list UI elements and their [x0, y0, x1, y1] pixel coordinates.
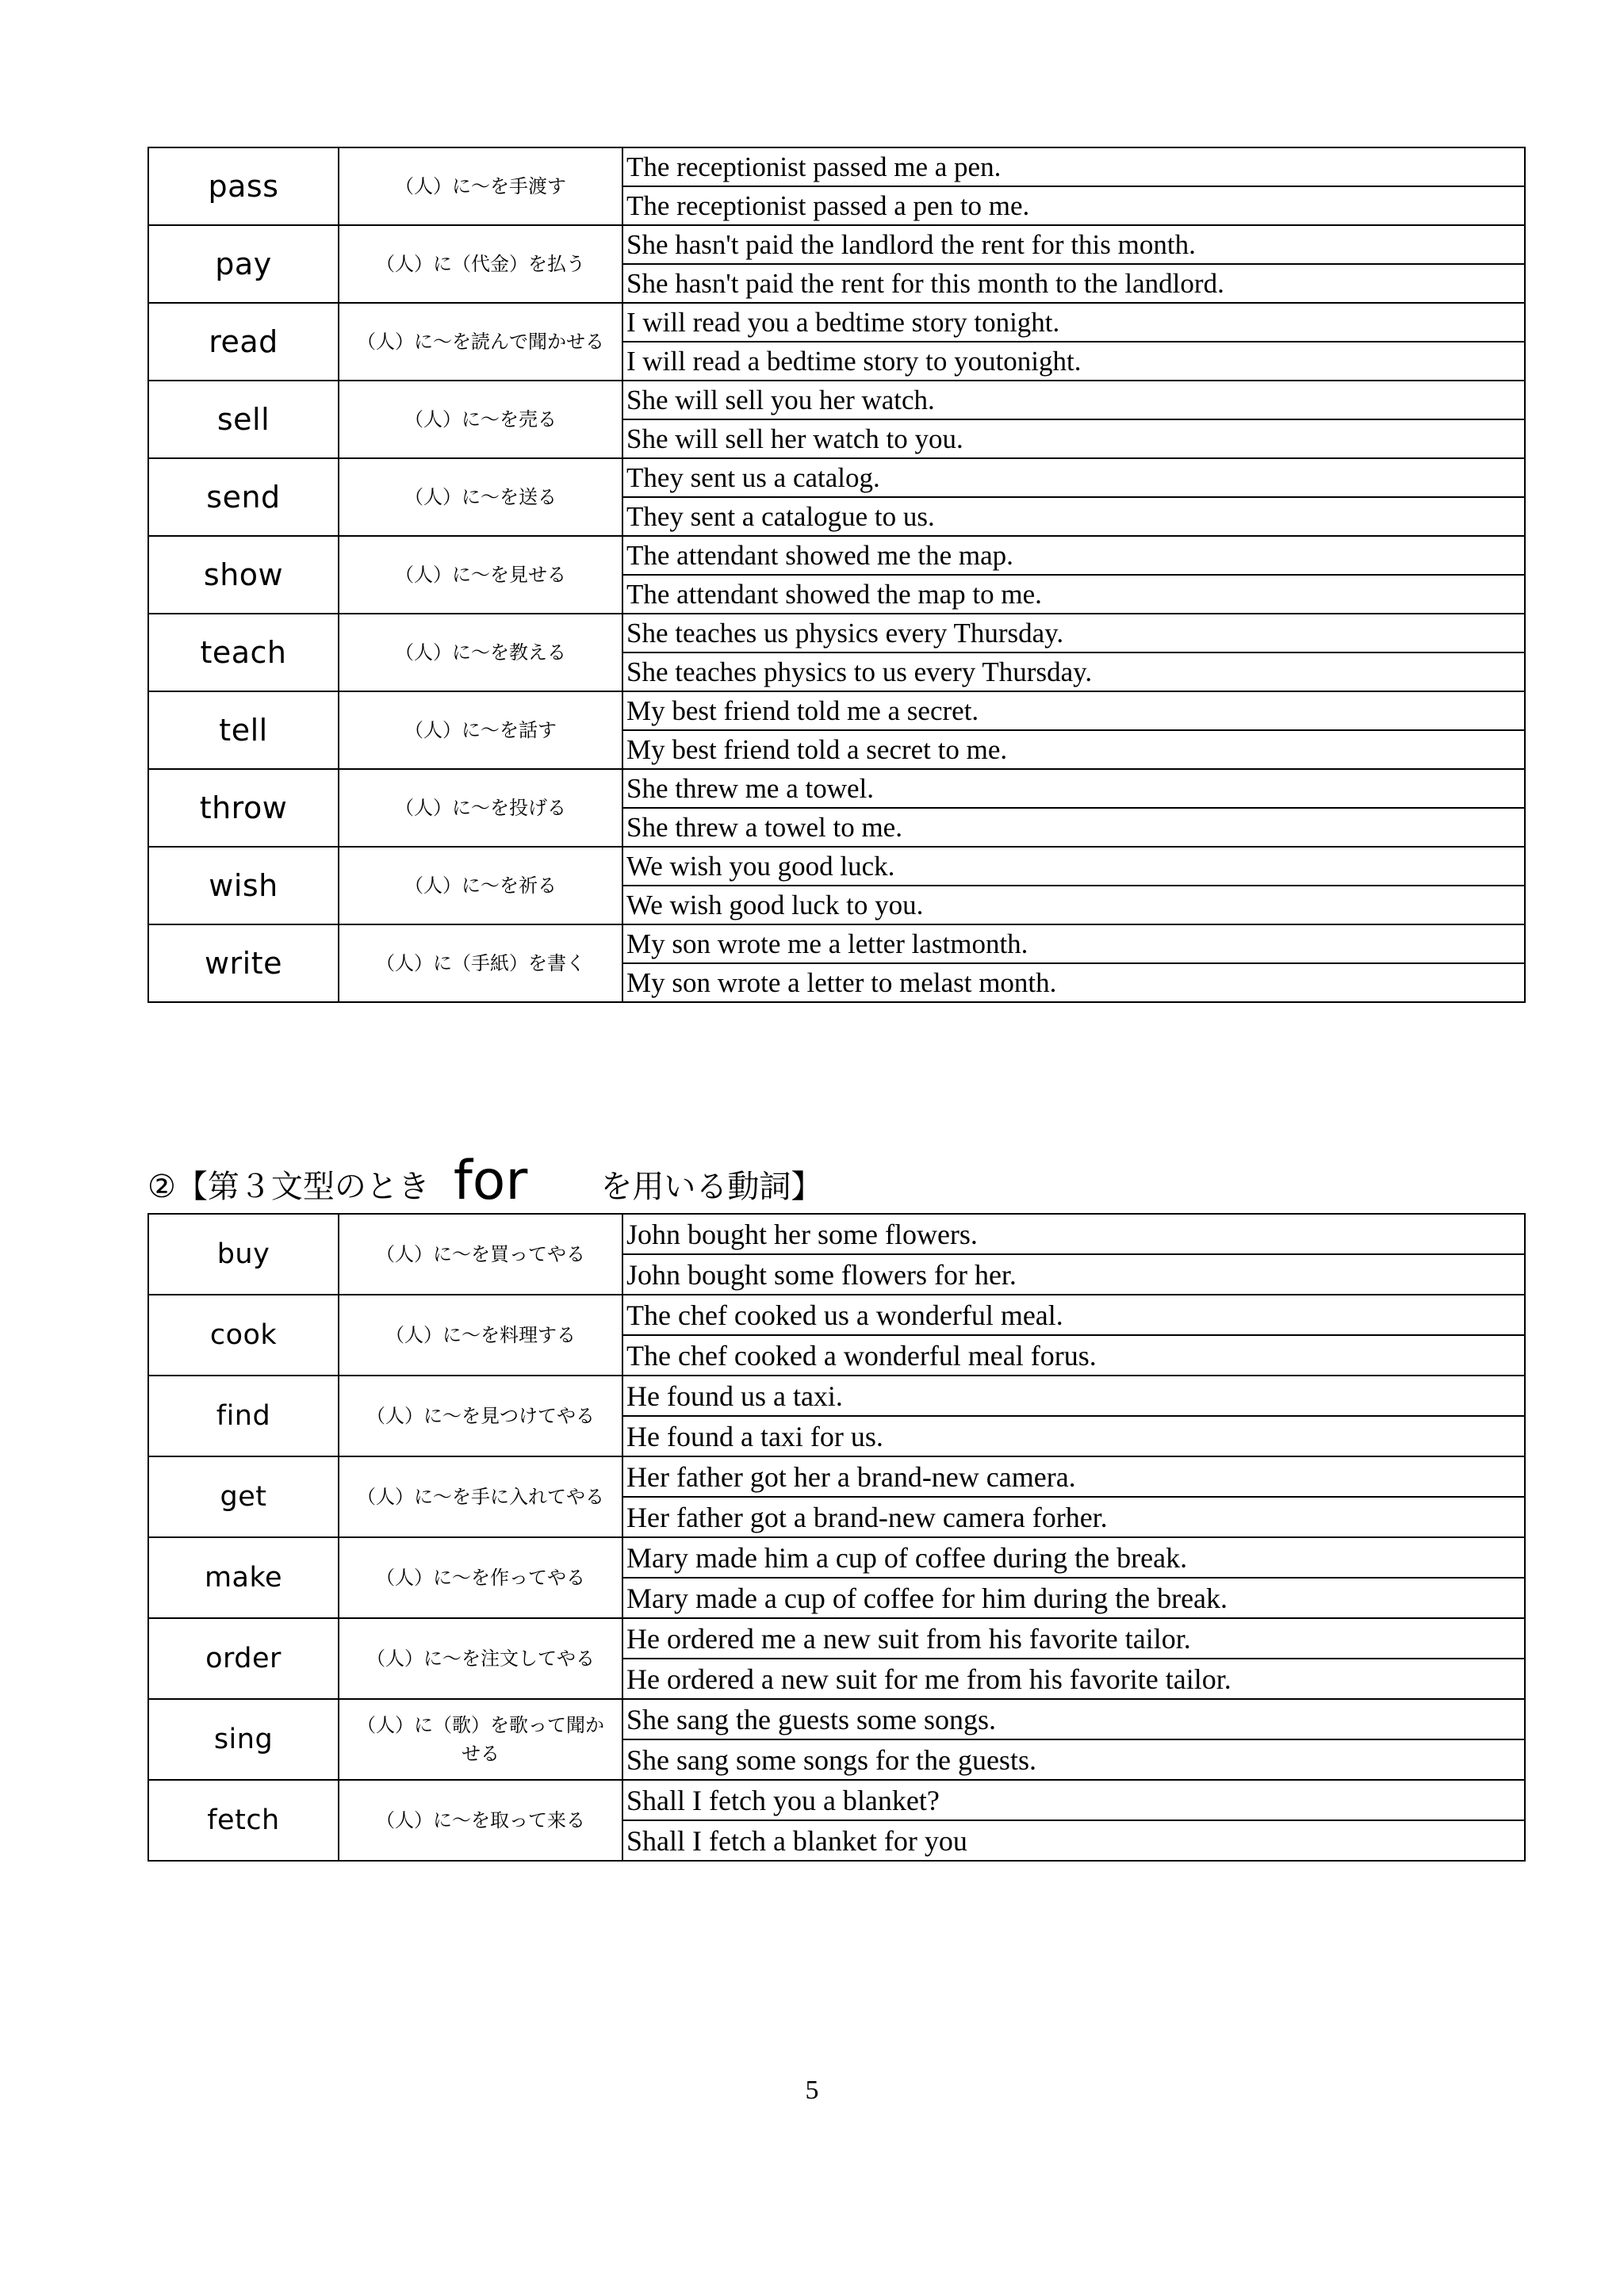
- example-sentence-2: John bought some flowers for her.: [622, 1254, 1525, 1295]
- meaning-cell: （人）に〜を買ってやる: [339, 1214, 622, 1295]
- section-heading: [147, 1150, 822, 1213]
- table-row: [148, 1537, 1525, 1578]
- meaning-cell: （人）に〜を注文してやる: [339, 1618, 622, 1699]
- meaning-cell: （人）に（代金）を払う: [339, 225, 622, 303]
- verb-cell: order: [148, 1618, 339, 1699]
- example-sentence-2: My best friend told a secret to me.: [622, 730, 1525, 769]
- verb-cell: sing: [148, 1699, 339, 1780]
- table-row: [148, 225, 1525, 264]
- table-row: [148, 536, 1525, 575]
- example-sentence-2: She sang some songs for the guests.: [622, 1739, 1525, 1780]
- example-sentence-2: My son wrote a letter to melast month.: [622, 963, 1525, 1002]
- meaning-cell: （人）に〜を送る: [339, 458, 622, 536]
- verb-cell: pass: [148, 147, 339, 225]
- to-verbs-table-body: [148, 147, 1525, 1002]
- meaning-cell: （人）に〜を手渡す: [339, 147, 622, 225]
- example-sentence-2: She threw a towel to me.: [622, 808, 1525, 847]
- table-row: [148, 847, 1525, 886]
- table-row: [148, 769, 1525, 808]
- example-sentence-1: The receptionist passed me a pen.: [622, 147, 1525, 186]
- section-heading-prefix: ②【第３文型のとき: [147, 1169, 430, 1205]
- verb-cell: send: [148, 458, 339, 536]
- example-sentence-2: The receptionist passed a pen to me.: [622, 186, 1525, 225]
- verb-cell: sell: [148, 381, 339, 458]
- verb-cell: find: [148, 1376, 339, 1456]
- verb-cell: show: [148, 536, 339, 614]
- example-sentence-1: He found us a taxi.: [622, 1376, 1525, 1416]
- table-row: [148, 1780, 1525, 1820]
- example-sentence-2: We wish good luck to you.: [622, 886, 1525, 924]
- verb-cell: throw: [148, 769, 339, 847]
- verb-cell: teach: [148, 614, 339, 691]
- example-sentence-2: She hasn't paid the rent for this month to the landlord.: [622, 264, 1525, 303]
- example-sentence-2: Her father got a brand-new camera forher.: [622, 1497, 1525, 1537]
- example-sentence-1: The attendant showed me the map.: [622, 536, 1525, 575]
- table-row: [148, 458, 1525, 497]
- example-sentence-2: They sent a catalogue to us.: [622, 497, 1525, 536]
- example-sentence-1: She sang the guests some songs.: [622, 1699, 1525, 1739]
- table-row: [148, 381, 1525, 419]
- example-sentence-1: John bought her some flowers.: [622, 1214, 1525, 1254]
- meaning-cell: （人）に〜を作ってやる: [339, 1537, 622, 1618]
- table-row: [148, 691, 1525, 730]
- meaning-cell: （人）に〜を手に入れてやる: [339, 1456, 622, 1537]
- verb-cell: pay: [148, 225, 339, 303]
- example-sentence-1: Shall I fetch you a blanket?: [622, 1780, 1525, 1820]
- meaning-cell: （人）に〜を取って来る: [339, 1780, 622, 1861]
- section-heading-keyword: for: [453, 1150, 528, 1212]
- verb-cell: make: [148, 1537, 339, 1618]
- section-heading-suffix: を用いる動詞】: [600, 1169, 823, 1205]
- example-sentence-2: The attendant showed the map to me.: [622, 575, 1525, 614]
- verb-cell: read: [148, 303, 339, 381]
- example-sentence-2: She teaches physics to us every Thursday.: [622, 652, 1525, 691]
- example-sentence-2: He found a taxi for us.: [622, 1416, 1525, 1456]
- table-row: [148, 1376, 1525, 1416]
- example-sentence-1: We wish you good luck.: [622, 847, 1525, 886]
- table-row: [148, 1699, 1525, 1739]
- example-sentence-1: Her father got her a brand-new camera.: [622, 1456, 1525, 1497]
- example-sentence-1: He ordered me a new suit from his favorite tailor.: [622, 1618, 1525, 1659]
- table-row: [148, 1456, 1525, 1497]
- meaning-cell: （人）に〜を料理する: [339, 1295, 622, 1376]
- meaning-cell: （人）に〜を教える: [339, 614, 622, 691]
- verb-cell: wish: [148, 847, 339, 924]
- verb-cell: fetch: [148, 1780, 339, 1861]
- example-sentence-1: I will read you a bedtime story tonight.: [622, 303, 1525, 342]
- meaning-cell: （人）に〜を投げる: [339, 769, 622, 847]
- table-row: [148, 303, 1525, 342]
- example-sentence-1: They sent us a catalog.: [622, 458, 1525, 497]
- table-row: [148, 614, 1525, 652]
- table-row: [148, 924, 1525, 963]
- table-row: [148, 1295, 1525, 1335]
- example-sentence-1: She teaches us physics every Thursday.: [622, 614, 1525, 652]
- example-sentence-1: The chef cooked us a wonderful meal.: [622, 1295, 1525, 1335]
- verb-cell: tell: [148, 691, 339, 769]
- example-sentence-2: The chef cooked a wonderful meal forus.: [622, 1335, 1525, 1376]
- example-sentence-1: My best friend told me a secret.: [622, 691, 1525, 730]
- example-sentence-2: Mary made a cup of coffee for him during the break.: [622, 1578, 1525, 1618]
- table-row: [148, 1214, 1525, 1254]
- table-row: [148, 1618, 1525, 1659]
- example-sentence-2: Shall I fetch a blanket for you: [622, 1820, 1525, 1861]
- verb-cell: cook: [148, 1295, 339, 1376]
- meaning-cell: （人）に〜を売る: [339, 381, 622, 458]
- example-sentence-1: Mary made him a cup of coffee during the break.: [622, 1537, 1525, 1578]
- meaning-cell: （人）に〜を話す: [339, 691, 622, 769]
- meaning-cell: （人）に〜を見つけてやる: [339, 1376, 622, 1456]
- verb-cell: get: [148, 1456, 339, 1537]
- meaning-cell: （人）に〜を読んで聞かせる: [339, 303, 622, 381]
- verb-cell: write: [148, 924, 339, 1002]
- example-sentence-1: She threw me a towel.: [622, 769, 1525, 808]
- example-sentence-1: My son wrote me a letter lastmonth.: [622, 924, 1525, 963]
- example-sentence-1: She will sell you her watch.: [622, 381, 1525, 419]
- for-verbs-table-body: [148, 1214, 1525, 1861]
- verb-cell: buy: [148, 1214, 339, 1295]
- example-sentence-2: I will read a bedtime story to youtonight.: [622, 342, 1525, 381]
- page-number: 5: [805, 2076, 819, 2105]
- table-row: [148, 147, 1525, 186]
- example-sentence-2: He ordered a new suit for me from his favorite tailor.: [622, 1659, 1525, 1699]
- to-verbs-table: [147, 147, 1526, 1003]
- meaning-cell: （人）に〜を見せる: [339, 536, 622, 614]
- for-verbs-table: [147, 1213, 1526, 1862]
- meaning-cell: （人）に〜を祈る: [339, 847, 622, 924]
- example-sentence-1: She hasn't paid the landlord the rent for this month.: [622, 225, 1525, 264]
- meaning-cell: （人）に（歌）を歌って聞かせる: [339, 1699, 622, 1780]
- example-sentence-2: She will sell her watch to you.: [622, 419, 1525, 458]
- meaning-cell: （人）に（手紙）を書く: [339, 924, 622, 1002]
